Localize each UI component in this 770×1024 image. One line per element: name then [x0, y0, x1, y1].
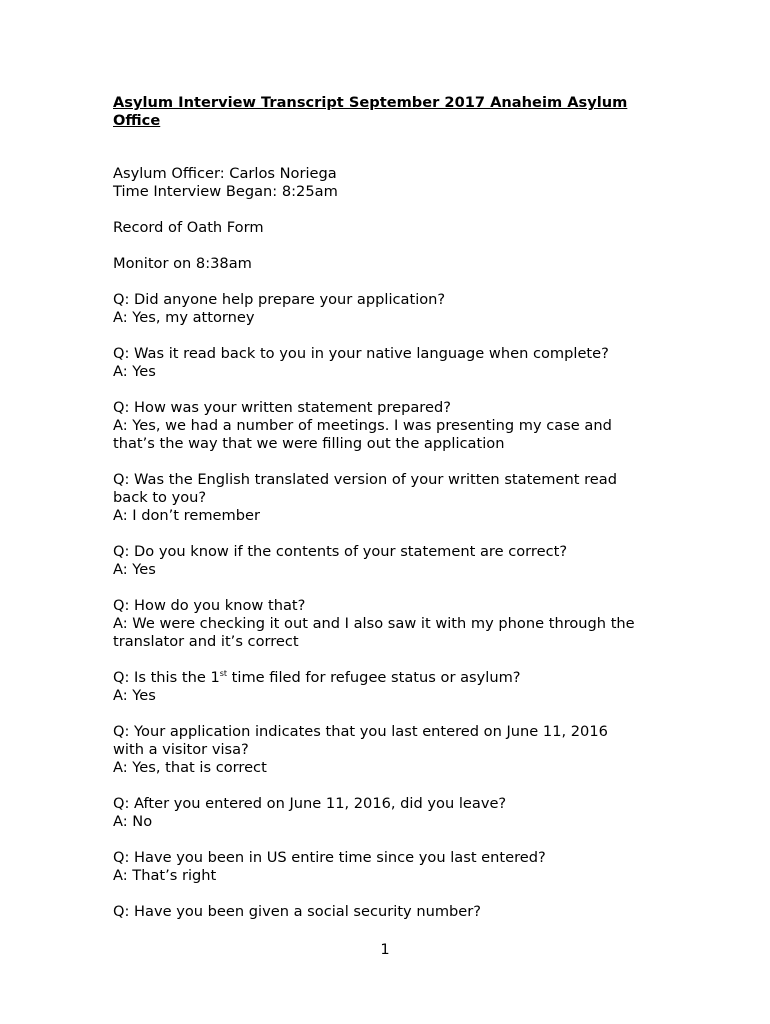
- document-title-line-1: Asylum Interview Transcript September 2017 Anaheim Asylum: [113, 94, 628, 111]
- spacer: [113, 327, 673, 345]
- spacer: [113, 525, 673, 543]
- qa-item: [113, 543, 673, 579]
- question-line: Q: Your application indicates that you last entered on June 11, 2016: [113, 723, 608, 740]
- spacer: [113, 777, 673, 795]
- document-page: [113, 94, 673, 921]
- spacer: [113, 130, 673, 165]
- question-line: Q: Have you been given a social security number?: [113, 903, 482, 920]
- answer-line: A: Yes: [113, 561, 156, 578]
- asylum-officer: Asylum Officer: Carlos Noriega: [113, 165, 337, 182]
- record-of-oath: Record of Oath Form: [113, 219, 264, 236]
- spacer: [113, 273, 673, 291]
- qa-item: [113, 795, 673, 831]
- answer-line: A: Yes, my attorney: [113, 309, 255, 326]
- qa-item: [113, 903, 673, 921]
- qa-item: [113, 471, 673, 525]
- answer-line: translator and it’s correct: [113, 633, 299, 650]
- spacer: [113, 453, 673, 471]
- spacer: [113, 579, 673, 597]
- spacer: [113, 201, 673, 219]
- document-title-line-2: Office: [113, 112, 161, 129]
- answer-line: A: No: [113, 813, 153, 830]
- answer-line: A: Yes, that is correct: [113, 759, 267, 776]
- qa-item: [113, 345, 673, 381]
- qa-item: [113, 669, 673, 705]
- spacer: [113, 885, 673, 903]
- page-number: 1: [380, 941, 390, 958]
- answer-line: A: That’s right: [113, 867, 217, 884]
- question-line: Q: Did anyone help prepare your application?: [113, 291, 446, 308]
- question-line: Q: Was the English translated version of your written statement read: [113, 471, 617, 488]
- answer-line: A: Yes: [113, 363, 156, 380]
- spacer: [113, 705, 673, 723]
- question-line: with a visitor visa?: [113, 741, 249, 758]
- question-line: Q: How do you know that?: [113, 597, 306, 614]
- qa-item: [113, 723, 673, 777]
- question-line: Q: Have you been in US entire time since you last entered?: [113, 849, 546, 866]
- qa-item: [113, 399, 673, 453]
- spacer: [113, 237, 673, 255]
- monitor-time: Monitor on 8:38am: [113, 255, 252, 272]
- question-text-pre: Q: Is this the 1: [113, 669, 220, 686]
- question-line: Q: Do you know if the contents of your statement are correct?: [113, 543, 568, 560]
- qa-item: [113, 597, 673, 651]
- question-line: [113, 669, 673, 687]
- question-text-post: time filed for refugee status or asylum?: [227, 669, 521, 686]
- ordinal-suffix: st: [219, 669, 228, 678]
- answer-line: A: We were checking it out and I also saw it with my phone through the: [113, 615, 635, 632]
- spacer: [113, 831, 673, 849]
- question-line: back to you?: [113, 489, 207, 506]
- question-line: Q: How was your written statement prepared?: [113, 399, 451, 416]
- time-interview-began: Time Interview Began: 8:25am: [113, 183, 338, 200]
- answer-line: A: Yes, we had a number of meetings. I was presenting my case and: [113, 417, 612, 434]
- spacer: [113, 381, 673, 399]
- qa-item: [113, 849, 673, 885]
- qa-list: [113, 291, 673, 921]
- answer-line: A: Yes: [113, 687, 156, 704]
- spacer: [113, 651, 673, 669]
- answer-line: A: I don’t remember: [113, 507, 260, 524]
- question-line: Q: After you entered on June 11, 2016, did you leave?: [113, 795, 507, 812]
- answer-line: that’s the way that we were filling out the application: [113, 435, 505, 452]
- question-line: Q: Was it read back to you in your native language when complete?: [113, 345, 609, 362]
- qa-item: [113, 291, 673, 327]
